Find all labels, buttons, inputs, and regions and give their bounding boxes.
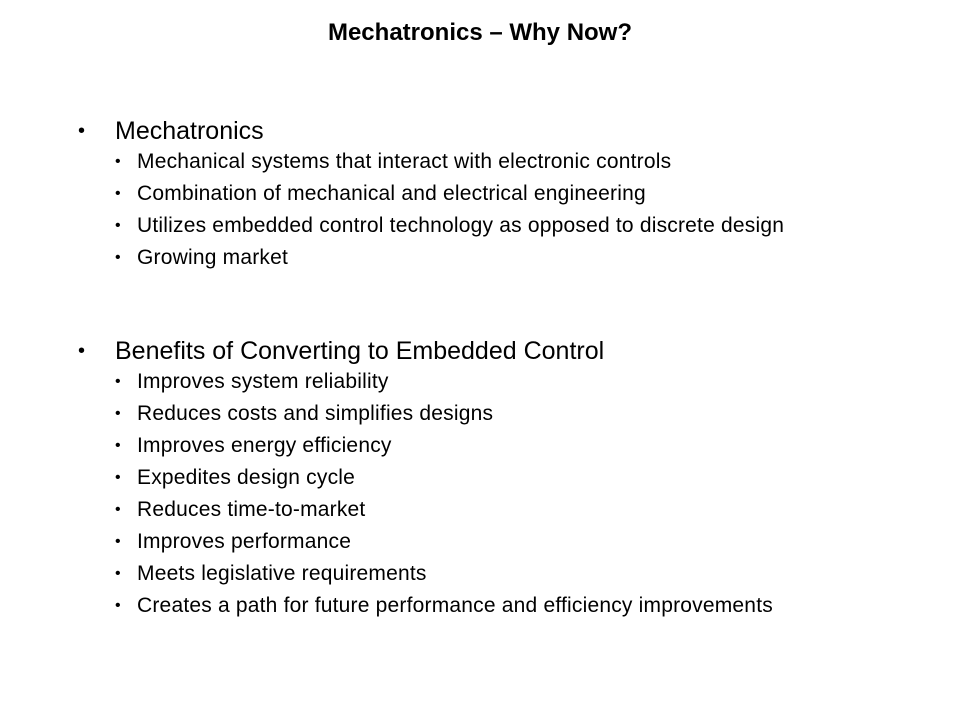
section-heading xyxy=(78,334,898,368)
list-item-text: Growing market xyxy=(137,246,289,269)
bullet-icon: • xyxy=(115,533,121,550)
bullet-icon: • xyxy=(115,597,121,614)
list-item-text: Utilizes embedded control technology as opposed to discrete design xyxy=(137,214,785,237)
list-item-text: Creates a path for future performance and efficiency improvements xyxy=(137,594,773,617)
list-item-text: Improves performance xyxy=(137,530,352,553)
list-item-text: Mechanical systems that interact with electronic controls xyxy=(137,150,672,173)
slide-title: Mechatronics – Why Now? xyxy=(327,19,633,46)
list-item xyxy=(115,594,898,618)
list-item-text: Reduces costs and simplifies designs xyxy=(137,402,494,425)
list-item xyxy=(115,182,898,206)
bullet-icon: • xyxy=(115,437,121,454)
section-heading-text: Mechatronics xyxy=(115,117,264,145)
bullet-icon: • xyxy=(115,249,121,266)
section-benefits xyxy=(78,334,898,626)
list-item-text: Improves energy efficiency xyxy=(137,434,392,457)
list-item-text: Meets legislative requirements xyxy=(137,562,427,585)
bullet-icon: • xyxy=(115,501,121,518)
list-item xyxy=(115,498,898,522)
list-item xyxy=(115,562,898,586)
bullet-icon: • xyxy=(115,217,121,234)
bullet-icon: • xyxy=(115,565,121,582)
bullet-icon: • xyxy=(78,340,86,362)
bullet-list xyxy=(115,150,898,270)
list-item-text: Reduces time-to-market xyxy=(137,498,366,521)
bullet-list xyxy=(115,370,898,618)
section-heading-text: Benefits of Converting to Embedded Control xyxy=(115,337,605,365)
section-heading xyxy=(78,114,898,148)
section-mechatronics xyxy=(78,114,898,278)
bullet-icon: • xyxy=(115,373,121,390)
bullet-icon: • xyxy=(115,405,121,422)
list-item-text: Expedites design cycle xyxy=(137,466,356,489)
list-item xyxy=(115,402,898,426)
list-item xyxy=(115,434,898,458)
bullet-icon: • xyxy=(115,469,121,486)
list-item xyxy=(115,530,898,554)
bullet-icon: • xyxy=(115,153,121,170)
list-item xyxy=(115,150,898,174)
list-item xyxy=(115,466,898,490)
list-item-text: Improves system reliability xyxy=(137,370,389,393)
list-item xyxy=(115,214,898,238)
bullet-icon: • xyxy=(78,120,86,142)
list-item xyxy=(115,246,898,270)
list-item xyxy=(115,370,898,394)
list-item-text: Combination of mechanical and electrical engineering xyxy=(137,182,646,205)
bullet-icon: • xyxy=(115,185,121,202)
